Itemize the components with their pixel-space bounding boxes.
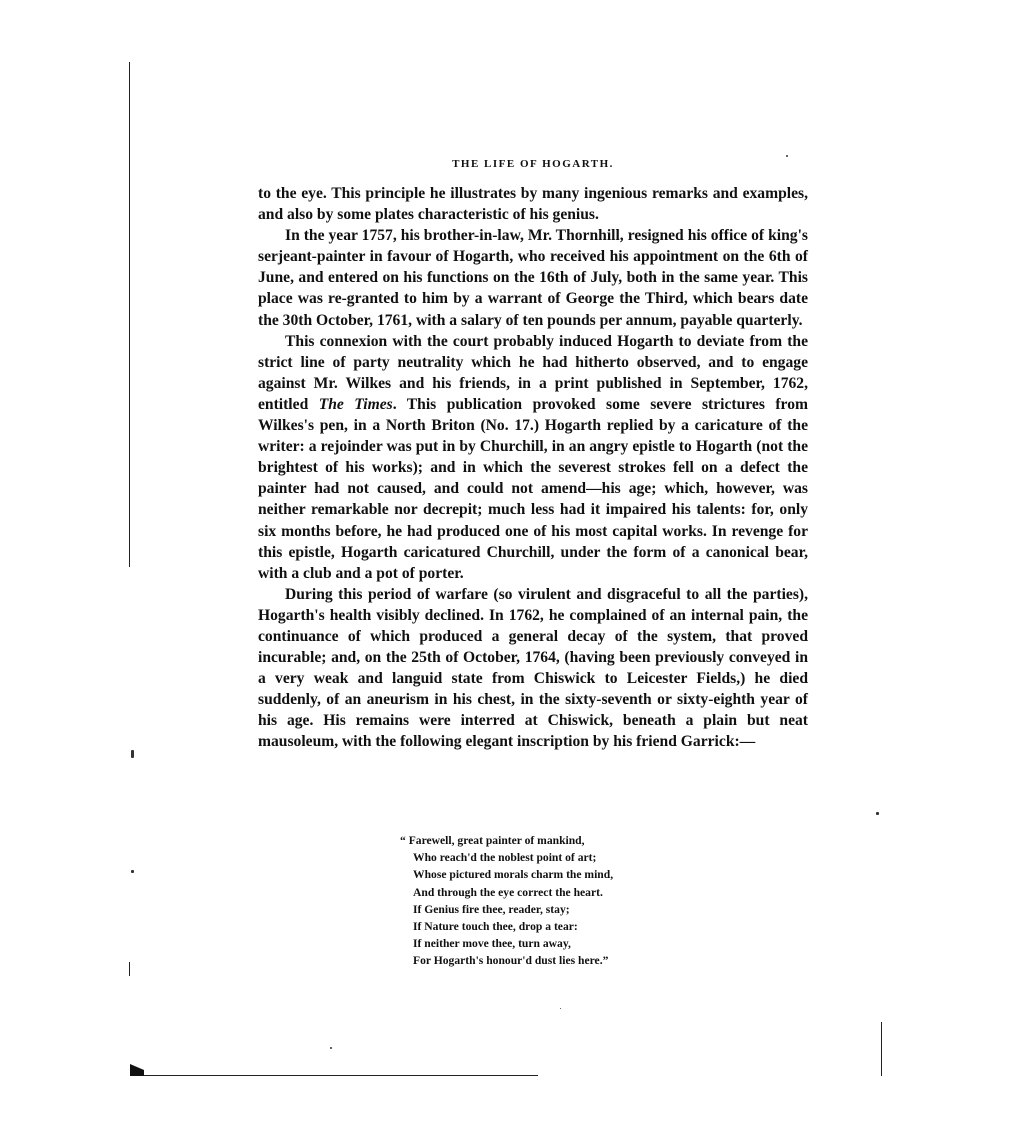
scan-speck (786, 155, 788, 157)
poem-line: And through the eye correct the heart. (413, 885, 603, 899)
paragraph: This connexion with the court probably induced Hogarth to deviate from the strict line of party neutrality which he had hitherto observed, and to engage against Mr. Wilkes and his friends, in a print published in September, 1762, entitled The Times. This publication provoked some severe strictures from Wilkes's pen, in a North Briton (No. 17.) Hogarth replied by a caricature of the writer: a rejoinder was put in by Churchill, in an angry epistle to Hogarth (not the brightest of his works); and in which the severest strokes fell on a defect the painter had not caused, and could not amend—his age; which, however, was neither remarkable nor decrepit; much less had it impaired his talents: for, only six months before, he had produced one of his most capital works. In revenge for this epistle, Hogarth caricatured Churchill, under the form of a canonical bear, with a club and a pot of porter. (258, 332, 808, 582)
poem-line: Whose pictured morals charm the mind, (413, 868, 614, 882)
poem-line: If neither move thee, turn away, (413, 937, 571, 951)
scan-speck (876, 812, 879, 815)
scan-margin-line (129, 62, 130, 567)
scan-margin-line (129, 962, 130, 976)
running-head: THE LIFE OF HOGARTH. (452, 158, 614, 170)
scan-speck (131, 870, 134, 873)
body-text (258, 183, 808, 753)
poem-line: If Nature touch thee, drop a tear: (413, 920, 578, 934)
scan-corner-mark (130, 1064, 144, 1076)
scan-margin-line (881, 1022, 882, 1076)
paragraph: During this period of warfare (so virulent and disgraceful to all the parties), Hogarth's health visibly declined. In 1762, he complained of an internal pain, the continuance of which produced a general decay of the system, that proved incurable; and, on the 25th of October, 1764, (having been previously conveyed in a very weak and languid state from Chiswick to Leicester Fields,) he died suddenly, of an aneurism in his chest, in the sixty-seventh or sixty-eighth year of his age. His remains were interred at Chiswick, beneath a plain but neat mausoleum, with the following elegant inscription by his friend Garrick:— (258, 585, 808, 751)
scan-bottom-line (132, 1075, 538, 1076)
epitaph-poem (400, 832, 700, 970)
poem-line: “ Farewell, great painter of mankind, (400, 834, 585, 847)
scan-speck (330, 1047, 332, 1049)
poem-line: If Genius fire thee, reader, stay; (413, 902, 570, 916)
scan-speck (560, 1008, 561, 1009)
paragraph: to the eye. This principle he illustrates by many ingenious remarks and examples, and also by some plates characteristic of his genius. (258, 185, 808, 224)
poem-line: For Hogarth's honour'd dust lies here.” (413, 954, 609, 968)
scan-speck (131, 750, 134, 758)
paragraph: In the year 1757, his brother-in-law, Mr. Thornhill, resigned his office of king's serjeant-painter in favour of Hogarth, who received his appointment on the 6th of June, and entered on his functions on the 16th of July, both in the same year. This place was re-granted to him by a warrant of George the Third, which bears date the 30th October, 1761, with a salary of ten pounds per annum, payable quarterly. (258, 227, 808, 329)
print-title: The Times (318, 395, 393, 413)
poem-line: Who reach'd the noblest point of art; (413, 851, 597, 865)
